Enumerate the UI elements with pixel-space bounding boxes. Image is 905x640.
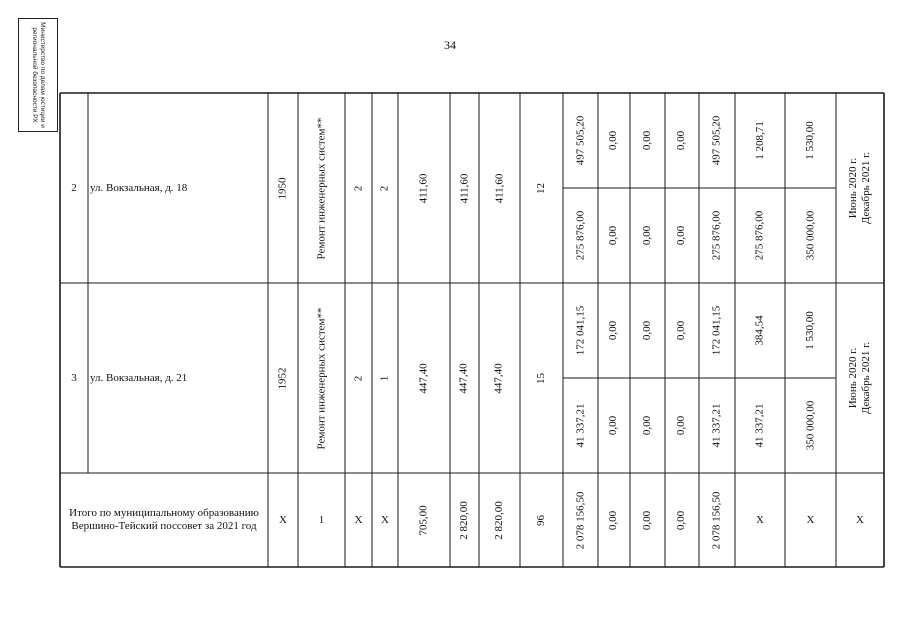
total-area-total: 705,00 bbox=[417, 504, 430, 536]
row-year: 1950 bbox=[276, 177, 289, 199]
cost-upper: 0,00 bbox=[607, 130, 620, 151]
cost-upper: 384,54 bbox=[753, 315, 766, 346]
total-area-residential: 2 820,00 bbox=[493, 500, 505, 540]
cost-upper: 0,00 bbox=[675, 130, 688, 151]
row-col5: 2 bbox=[352, 375, 364, 381]
cost-upper: 497 505,20 bbox=[574, 115, 586, 166]
row-number: 2 bbox=[71, 181, 77, 194]
total-cost: 0,00 bbox=[641, 510, 653, 530]
cost-lower: 350 000,00 bbox=[804, 400, 816, 451]
cost-lower: 41 337,21 bbox=[574, 403, 586, 448]
row-work-type: Ремонт инженерных систем** bbox=[315, 307, 327, 449]
cost-upper: 0,00 bbox=[641, 130, 653, 151]
row-work-type: Ремонт инженерных систем** bbox=[315, 117, 327, 259]
row-area-total: 411,60 bbox=[417, 173, 430, 203]
cost-upper: 497 505,20 bbox=[710, 115, 723, 166]
cost-lower: 41 337,21 bbox=[710, 403, 723, 448]
cost-lower: 0,00 bbox=[607, 415, 620, 436]
cost-upper: 0,00 bbox=[675, 320, 688, 341]
stamp bbox=[18, 18, 58, 132]
total-dates: Х bbox=[856, 513, 864, 526]
total-cost: 0,00 bbox=[607, 510, 620, 530]
total-cost: 0,00 bbox=[675, 510, 688, 530]
row-area-residential: 411,60 bbox=[493, 173, 505, 203]
cost-lower: 0,00 bbox=[675, 415, 688, 436]
row-area-total: 447,40 bbox=[417, 362, 430, 394]
row-residents: 12 bbox=[535, 182, 547, 194]
total-residents: 96 bbox=[535, 514, 547, 526]
cost-upper: 0,00 bbox=[641, 320, 653, 341]
row-area-premises: 447,40 bbox=[458, 362, 470, 394]
stamp-text: Министерство по делам юстиции и региональной безопасности РХ bbox=[31, 22, 46, 128]
row-year: 1952 bbox=[276, 367, 289, 389]
cost-lower: 275 876,00 bbox=[574, 210, 586, 261]
cost-upper: 172 041,15 bbox=[710, 305, 723, 356]
row-address: ул. Вокзальная, д. 18 bbox=[90, 181, 188, 194]
row-number: 3 bbox=[71, 371, 77, 384]
total-cost: 2 078 156,50 bbox=[710, 491, 723, 549]
cost-lower: 0,00 bbox=[641, 225, 653, 246]
cost-lower: 275 876,00 bbox=[710, 210, 723, 261]
cost-upper: 1 208,71 bbox=[753, 121, 766, 160]
row-dates: Июнь 2020 г. Декабрь 2021 г. bbox=[847, 341, 872, 415]
total-work-count: 1 bbox=[318, 513, 325, 526]
cost-upper: 1 530,00 bbox=[804, 121, 816, 160]
cost-lower: 0,00 bbox=[675, 225, 688, 246]
total-area-premises: 2 820,00 bbox=[458, 500, 470, 540]
cost-lower: 0,00 bbox=[641, 415, 653, 436]
total-cost: 2 078 156,50 bbox=[574, 491, 586, 549]
row-dates: Июнь 2020 г. Декабрь 2021 г. bbox=[847, 151, 872, 225]
cost-upper: 0,00 bbox=[607, 320, 620, 341]
total-label: Итого по муниципальному образованию Вершино-Тейский поссовет за 2021 год bbox=[69, 507, 259, 532]
cost-upper: 172 041,15 bbox=[574, 305, 586, 356]
page-number: 34 bbox=[444, 38, 456, 52]
row-col5: 2 bbox=[352, 185, 364, 191]
cost-lower: 350 000,00 bbox=[804, 210, 816, 261]
row-col6: 1 bbox=[378, 375, 391, 381]
cost-lower: 41 337,21 bbox=[753, 403, 766, 448]
row-residents: 15 bbox=[535, 372, 547, 384]
cost-upper: 1 530,00 bbox=[804, 311, 816, 350]
total-col5: Х bbox=[354, 513, 363, 526]
total-cost: Х bbox=[756, 513, 764, 526]
total-col6: Х bbox=[381, 513, 389, 526]
row-address: ул. Вокзальная, д. 21 bbox=[90, 371, 188, 384]
cost-lower: 0,00 bbox=[607, 225, 620, 246]
cost-lower: 275 876,00 bbox=[753, 210, 766, 261]
total-cost: Х bbox=[806, 513, 815, 526]
row-area-residential: 447,40 bbox=[493, 362, 505, 394]
row-col6: 2 bbox=[378, 185, 391, 191]
total-year: Х bbox=[279, 513, 287, 526]
row-area-premises: 411,60 bbox=[458, 173, 470, 203]
